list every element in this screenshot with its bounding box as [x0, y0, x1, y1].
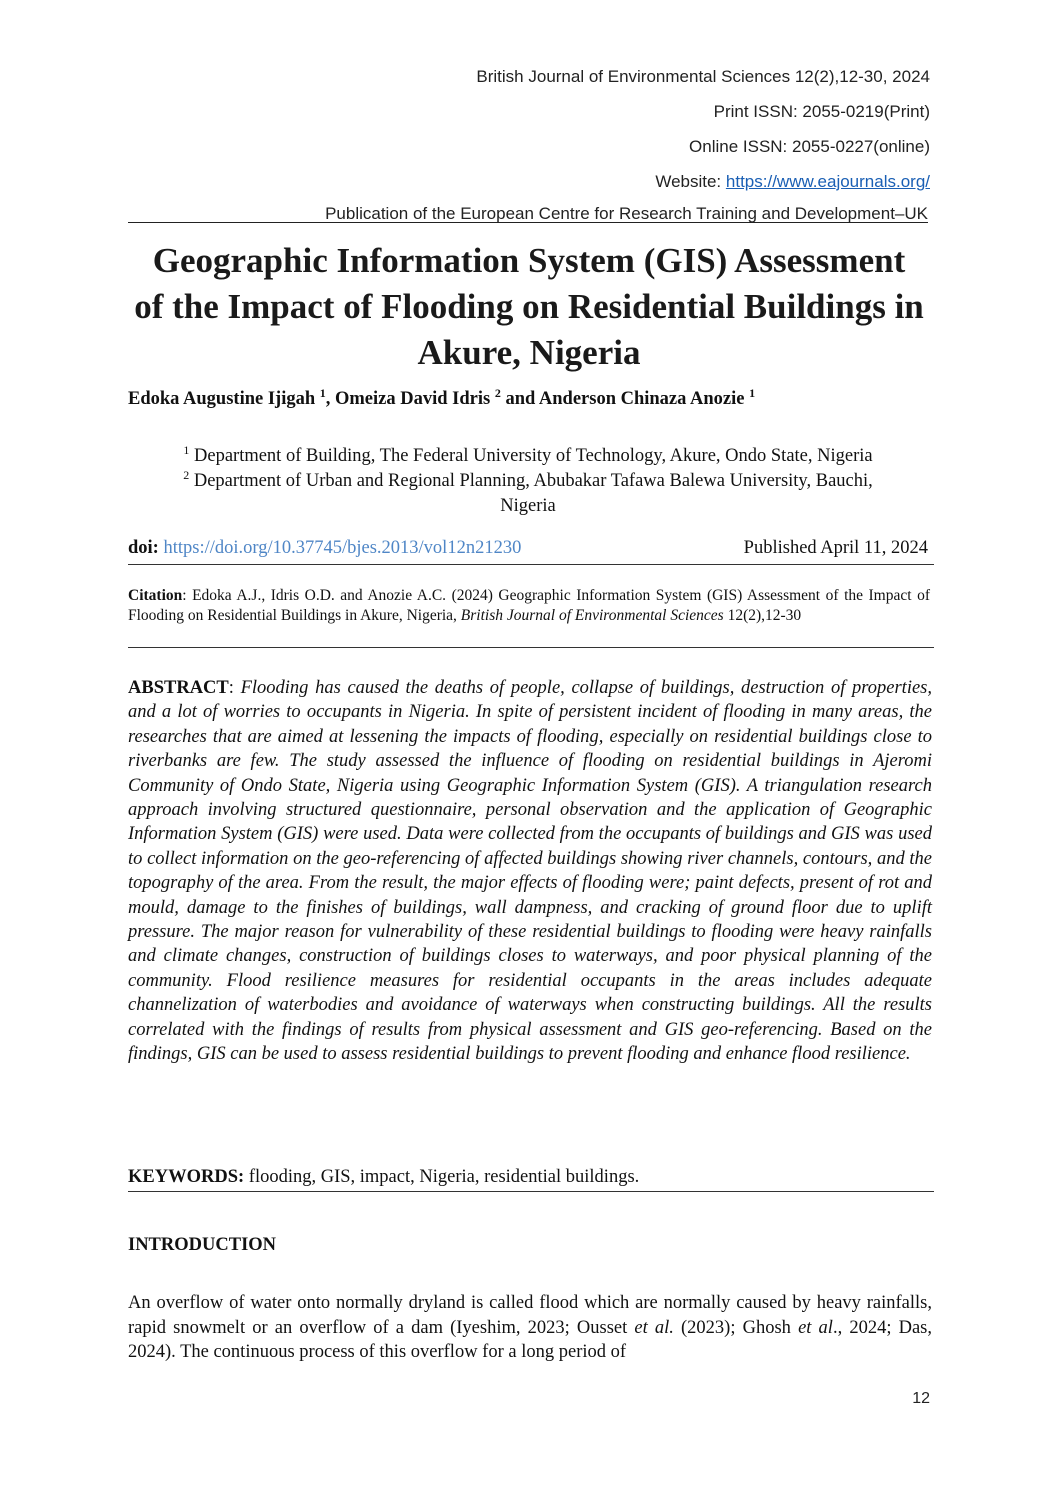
author-2: , Omeiza David Idris [325, 389, 495, 410]
affiliation-2-text: Department of Urban and Regional Planning, Abubakar Tafawa Balewa University, Bauchi, [189, 471, 873, 492]
affiliation-1-text: Department of Building, The Federal University of Technology, Akure, Ondo State, Nigeria [189, 446, 873, 467]
intro-text-2: (2023); Ghosh [673, 1317, 799, 1338]
keywords-label: KEYWORDS: [128, 1167, 245, 1187]
doi-divider [128, 564, 934, 565]
keywords-text: flooding, GIS, impact, Nigeria, residential buildings. [244, 1167, 640, 1187]
title-line-3: Akure, Nigeria [417, 333, 641, 372]
citation-label: Citation [128, 587, 183, 604]
website-link[interactable]: https://www.eajournals.org/ [725, 172, 930, 191]
paper-title [110, 238, 948, 376]
online-issn: Online ISSN: 2055-0227(online) [689, 137, 930, 156]
affiliation-2-continued: Nigeria [500, 496, 556, 517]
title-line-2: of the Impact of Flooding on Residential Buildings in [134, 287, 924, 326]
doi-label: doi: [128, 538, 159, 558]
title-line-1: Geographic Information System (GIS) Assessment [152, 241, 906, 280]
intro-etal-1: et al. [634, 1317, 674, 1338]
page-number: 12 [912, 1390, 930, 1407]
publisher-line: Publication of the European Centre for Research Training and Development–UK [325, 204, 928, 223]
author-1: Edoka Augustine Ijigah [128, 389, 316, 410]
citation [128, 586, 930, 626]
abstract [128, 676, 932, 1067]
doi-row [128, 538, 928, 559]
abstract-colon: : [228, 678, 241, 698]
introduction-paragraph [128, 1291, 932, 1365]
website-line [655, 171, 930, 193]
keywords-divider [128, 1191, 934, 1192]
author-1-affiliation: 1 [319, 386, 326, 400]
citation-issue: 12(2),12-30 [723, 607, 802, 624]
abstract-label: ABSTRACT [128, 678, 229, 698]
print-issn: Print ISSN: 2055-0219(Print) [713, 102, 930, 121]
intro-etal-2: et al [798, 1317, 833, 1338]
abstract-body: Flooding has caused the deaths of people, collapse of buildings, destruction of properties, and a lot of worries to occupants in Nigeria. In spite of persistent incident of flooding in many areas, the researches that are aimed at lessening the impacts of flooding, especially on residential buildings close to riverbanks are few. The study assessed the influence of flooding on residential buildings in Ajeromi Community of Ondo State, Nigeria using Geographic Information System (GIS). A triangulation research approach involving structured questionnaire, personal observation and the application of Geographic Information System (GIS) were used. Data were collected from the occupants of buildings and GIS was used to collect information on the geo-referencing of affected buildings showing river channels, contours, and the topography of the area. From the result, the major effects of flooding were; paint defects, present of rot and mould, damage to the finishes of buildings, wall dampness, and cracking of ground floor due to uplift pressure. The major reason for vulnerability of these residential buildings to flooding were heavy rainfalls and climate changes, construction of buildings closes to waterways, and poor physical planning of the community. Flood resilience measures for residential occupants in the areas includes adequate channelization of waterbodies and avoidance of waterways when constructing buildings. All the results correlated with the findings of results from physical assessment and GIS geo-referencing. Based on the findings, GIS can be used to assess residential buildings to prevent flooding and enhance flood resilience. [128, 678, 932, 1065]
citation-text: : Edoka A.J., Idris O.D. and Anozie A.C. (2024) Geographic Information System (GIS) Assessment of the Impact of Flooding on Residential Buildings in Akure, Nigeria, [128, 587, 930, 624]
header-divider [128, 222, 928, 223]
intro-text-3: ., 2024; Das, 2024). The continuous process of this overflow for a long period of [128, 1317, 932, 1362]
journal-line: British Journal of Environmental Sciences 12(2),12-30, 2024 [476, 67, 930, 86]
citation-divider [128, 647, 934, 648]
doi-link[interactable]: https://doi.org/10.37745/bjes.2013/vol12n21230 [163, 538, 522, 558]
introduction-heading: INTRODUCTION [128, 1235, 277, 1255]
doi [128, 538, 521, 559]
published-date: Published April 11, 2024 [743, 538, 928, 558]
affiliation-2-marker: 2 [183, 468, 190, 482]
website-label: Website: [655, 172, 726, 191]
author-list [128, 386, 928, 410]
affiliation-1-marker: 1 [183, 443, 190, 457]
author-3-affiliation: 1 [749, 386, 756, 400]
keywords [128, 1167, 932, 1188]
author-2-affiliation: 2 [494, 386, 501, 400]
citation-journal: British Journal of Environmental Sciences [460, 607, 724, 624]
affiliation-2 [128, 463, 928, 519]
intro-text-1: An overflow of water onto normally dryland is called flood which are normally caused by heavy rainfalls, rapid snowmelt or an overflow of a dam (Iyeshim, 2023; Ousset [128, 1293, 932, 1338]
author-3: and Anderson Chinaza Anozie [500, 389, 750, 410]
